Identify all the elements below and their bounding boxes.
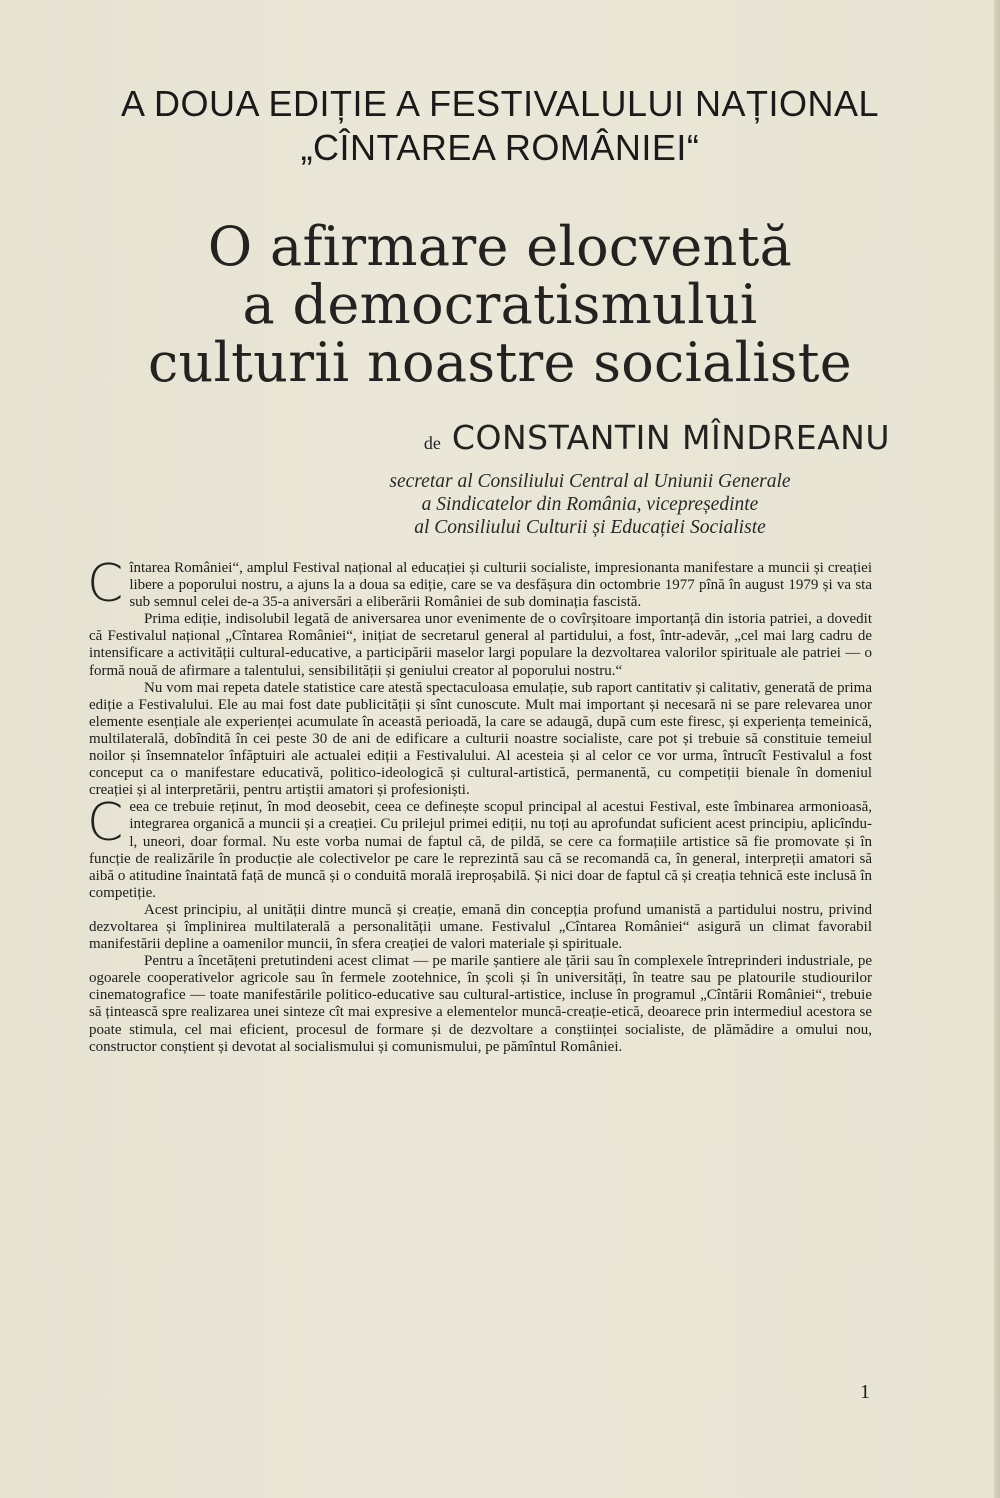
- header-line-1: A DOUA EDIȚIE A FESTIVALULUI NAȚIONAL: [120, 83, 880, 124]
- page-edge: [994, 0, 1000, 1498]
- article-title: [60, 215, 940, 394]
- byline: [330, 418, 890, 463]
- paragraph-1-text: întarea României“, amplul Festival național al educației și culturii socialiste, impresionanta manifestare a muncii și creației libere a poporului nostru, a ajuns la a doua sa ediție, care se va desfășura din octombrie 1977 pînă în august 1979 și va sta sub semnul celei de-a 35-a aniversări a eliberării României de sub dominația fascistă.: [129, 560, 872, 611]
- title-line-2: a democratismului: [242, 273, 758, 336]
- article-body: [87, 554, 872, 1056]
- role-line-2: a Sindicatelor din România, vicepreședinte: [421, 494, 759, 515]
- paragraph-1: [87, 554, 872, 614]
- paragraph-4-text: eea ce trebuie reținut, în mod deosebit, ceea ce definește scopul principal al acestui Festival, este îmbinarea armonioasă, integrarea organică a muncii și a creației. Cu prilejul primei ediții, nu toți au aprofundat suficient acest principiu, aplicîndu-l, uneori, doar formal. Nu este vorba numai de faptul că, de pildă, se cere ca formațiile artistice să fie promovate și în funcție de realizările în producție ale colectivelor pe care le reprezintă sau că se recomandă ca, în general, interpreții amatori să aibă o atitudine înaintată față de muncă și o conduită morală ireproșabilă. Și nici doar de faptul că și creația tehnică este inclusă în competiție.: [89, 799, 872, 901]
- paragraph-4: [87, 793, 872, 902]
- title-line-3: culturii noastre socialiste: [147, 331, 853, 394]
- role-line-1: secretar al Consiliului Central al Uniunii Generale: [389, 471, 791, 492]
- paragraph-2: Prima ediție, indisolubil legată de aniversarea unor evenimente de o covîrșitoare importanță din istoria patriei, a dovedit că Festivalul național „Cîntarea României“, inițiat de secretarul general al partidului, a fost, într-adevăr, „cel mai larg cadru de intensificare a activității cultural-educative, a participării maselor largi populare la dezvoltarea valorilor spirituale ale patriei — o formă nouă de afirmare a talentului, sensibilității și geniului creator al poporului nostru.“: [89, 611, 872, 679]
- title-line-1: O afirmare elocventă: [207, 215, 793, 278]
- drop-cap: C: [87, 793, 124, 854]
- paragraph-5: Acest principiu, al unității dintre muncă și creație, emană din concepția profund umanistă a partidului nostru, privind dezvoltarea și împlinirea multilaterală a personalității umane. Festivalul „Cîntarea României“ asigură un climat favorabil manifestării depline a oamenilor muncii, în sfera creației de valori materiale și spirituale.: [89, 901, 872, 953]
- page-number: 1: [860, 1381, 870, 1403]
- author-role: [300, 470, 880, 539]
- drop-cap: C: [87, 554, 124, 614]
- paragraph-3: Nu vom mai repeta datele statistice care atestă spectaculoasa emulație, sub raport cantitativ și calitativ, generată de prima ediție a Festivalului. Ele au mai fost date publicității și sînt cunoscute. Mult mai important și necesară ni se pare relevarea unor elemente esențiale ale experienței acumulate în această perioadă, la care se adaugă, după cum este firesc, și experiența temeinică, multilaterală, dobîndită în cei peste 30 de ani de edificare a culturii noastre socialiste, care pot și trebuie să constituie temeiul noilor și însemnatelor înfăptuiri ale actualei ediții a Festivalului. Al acesteia și al celor ce vor urma, întrucît Festivalul a fost conceput ca o manifestare educativă, politico-ideologică și cultural-artistică, permanentă, cu competiții bienale în domeniul creației și al interpretării, pentru artiștii amatori și profesioniști.: [89, 679, 872, 799]
- byline-prefix: de: [423, 433, 441, 453]
- series-header: [60, 82, 940, 170]
- role-line-3: al Consiliului Culturii și Educației Socialiste: [414, 517, 766, 538]
- paragraph-6: Pentru a încetățeni pretutindeni acest climat — pe marile șantiere ale țării sau în complexele întreprinderi industriale, pe ogoarele cooperativelor agricole sau în fermele zootehnice, în școli și în universități, în teatre sau pe platourile studiourilor cinematografice — toate manifestările politico-educative sau cultural-artistice, incluse în programul „Cîntării României“, trebuie să țintească spre realizarea unei sinteze cît mai expresive a elementelor muncă-creație-etică, deoarece prin intermediul acestora se poate stimula, cel mai eficient, procesul de formare și de dezvoltare a conștiinței socialiste, de plămădire a omului nou, constructor conștient și devotat al socialismului și comunismului, pe pămîntul României.: [89, 953, 872, 1055]
- header-line-2: „CÎNTAREA ROMÂNIEI“: [300, 127, 700, 168]
- author-name: CONSTANTIN MÎNDREANU: [451, 418, 890, 457]
